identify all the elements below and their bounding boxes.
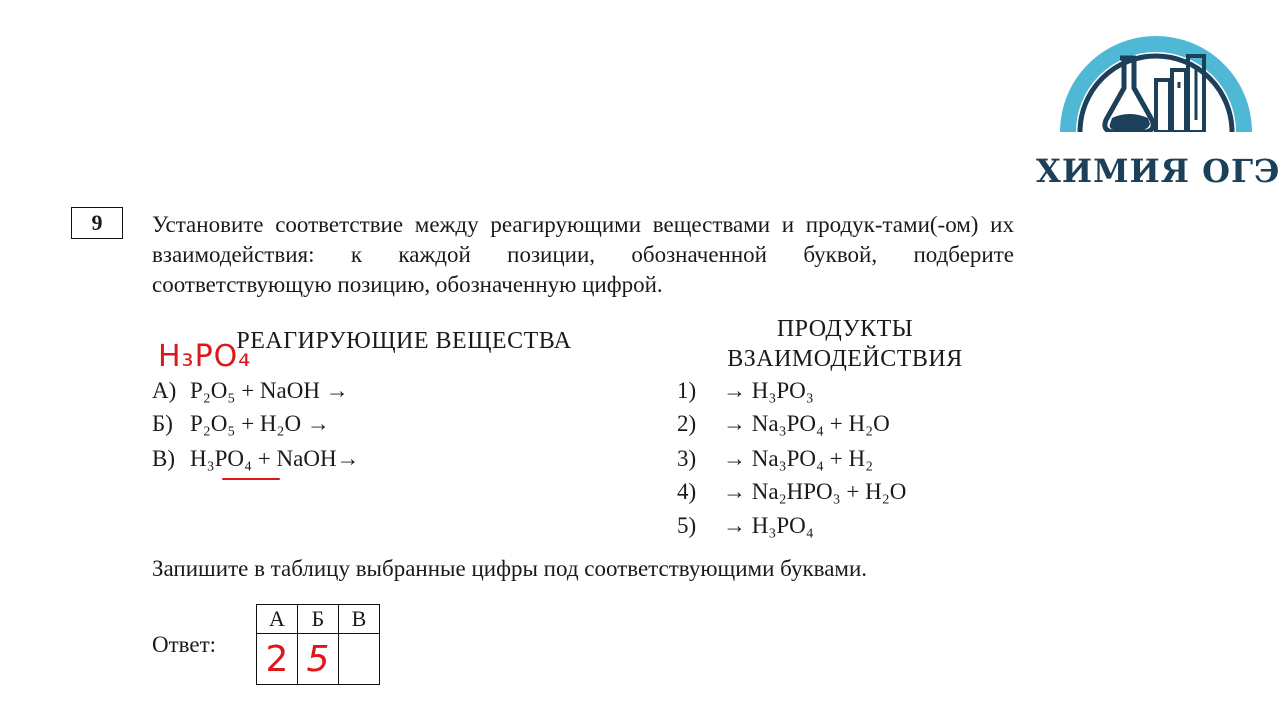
reactant-label: В) (152, 446, 175, 471)
product-label: 2) (677, 411, 697, 436)
instruction-text: Запишите в таблицу выбранные цифры под соответствующими буквами. (152, 556, 868, 581)
product-formula: → Na₃PO₄ + H₂O (723, 411, 890, 436)
product-label: 5) (677, 513, 697, 538)
answer-table (256, 604, 380, 685)
reactant-row (152, 378, 349, 404)
logo-title: ХИМИЯ ОГЭ (1036, 152, 1280, 190)
product-label: 1) (677, 378, 697, 403)
reactant-formula: P₂O₅ + H₂O → (190, 411, 330, 436)
product-formula: → H₃PO₄ (723, 513, 814, 538)
products-header-line2: ВЗАИМОДЕЙСТВИЯ (727, 346, 963, 372)
product-formula: → Na₂HPO₃ + H₂O (723, 479, 907, 504)
reactant-label: Б) (152, 411, 173, 436)
answer-cell[interactable] (339, 634, 380, 685)
reactant-formula: P₂O₅ + NaOH → (190, 378, 349, 403)
answer-header-cell: А (257, 605, 298, 634)
answer-label: Ответ: (152, 632, 217, 657)
product-row (677, 446, 873, 472)
reactant-row (152, 446, 360, 472)
handwritten-underline (222, 478, 280, 480)
answer-cell[interactable]: 2 (257, 634, 298, 685)
answer-header-cell: В (339, 605, 380, 634)
product-row (677, 378, 814, 404)
product-label: 4) (677, 479, 697, 504)
products-header-line1: ПРОДУКТЫ (776, 316, 914, 342)
product-row (677, 513, 814, 539)
product-formula: → H₃PO₃ (723, 378, 814, 403)
answer-cell[interactable]: 5 (298, 634, 339, 685)
reactant-row (152, 411, 330, 437)
question-number: 9 (71, 207, 123, 239)
reactant-formula: H₃PO₄ + NaOH→ (190, 446, 360, 471)
question-text: Установите соответствие между реагирующими веществами и продук-тами(-ом) их взаимодействия: к каждой позиции, обозначенной буквой, подберите соответствующую позицию, обозначенную цифрой. (152, 212, 1014, 297)
product-row (677, 479, 906, 505)
products-header (700, 314, 990, 374)
reactants-header: РЕАГИРУЮЩИЕ ВЕЩЕСТВА (236, 328, 572, 354)
product-formula: → Na₃PO₄ + H₂ (723, 446, 874, 471)
handwritten-formula: H₃PO₄ (158, 339, 252, 374)
product-row (677, 411, 890, 437)
product-label: 3) (677, 446, 697, 471)
reactant-label: А) (152, 378, 177, 403)
answer-header-cell: Б (298, 605, 339, 634)
